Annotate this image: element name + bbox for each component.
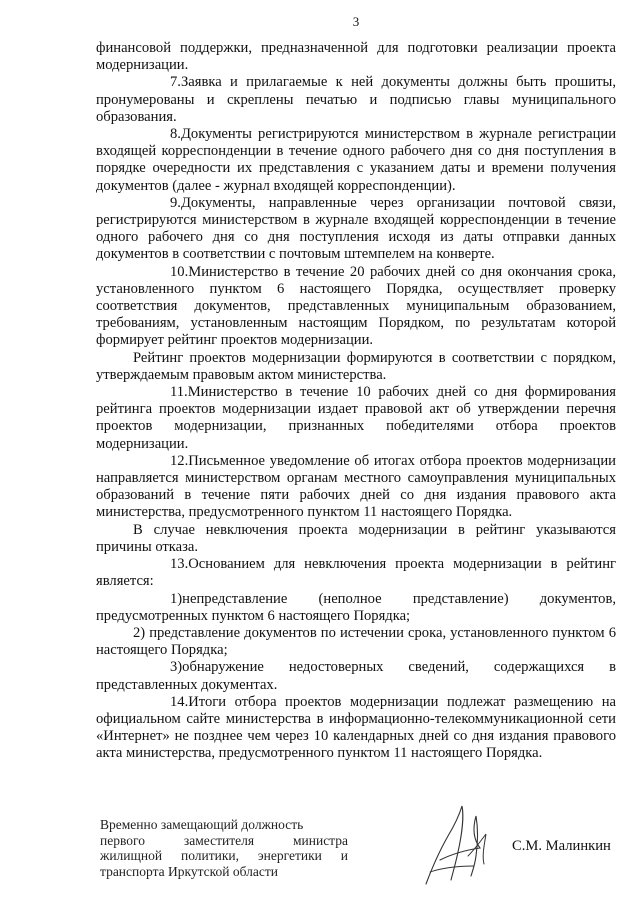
paragraph-number: 13. — [170, 556, 189, 573]
paragraph-number: 12. — [170, 452, 189, 469]
signatory-position — [100, 817, 348, 879]
paragraph-number: 9. — [170, 194, 181, 211]
paragraph-text: Документы регистрируются министерством в журнале регистрации входящей корреспонденции в течение одного рабочего дня со дня поступления в порядке очередности их представления с указанием даты и времени получения документов (далее - журнал входящей корреспонденции). — [96, 126, 616, 194]
paragraph-number: 14. — [170, 693, 189, 710]
paragraph-refusal-note — [96, 522, 616, 556]
paragraph-text: Итоги отбора проектов модернизации подлежат размещению на официальном сайте министерства в информационно-телекоммуникационной сети «Интернет» не позднее чем через 10 календарных дней со дня издания правового акта министерства, предусмотренного пунктом 11 настоящего Порядка. — [96, 693, 616, 762]
paragraph-item-7 — [96, 74, 616, 126]
paragraph-number: 7. — [170, 74, 181, 91]
paragraph-subitem-3 — [96, 659, 616, 693]
paragraph-number: 10. — [170, 263, 189, 280]
paragraph-text: Рейтинг проектов модернизации формируются в соответствии с порядком, утверждаемым правовым актом министерства. — [96, 349, 616, 383]
handwritten-signature — [418, 798, 498, 890]
paragraph-item-13 — [96, 556, 616, 590]
position-line: жилищной политики, энергетики и — [100, 848, 348, 863]
position-line: Временно замещающий должность — [100, 817, 304, 832]
paragraph-text: финансовой поддержки, предназначенной для подготовки реализации проекта модернизации. — [96, 40, 616, 74]
document-body — [96, 40, 616, 763]
paragraph-subitem-1 — [96, 591, 616, 625]
page-number: 3 — [352, 14, 360, 29]
paragraph-text: Основанием для невключения проекта модернизации в рейтинг является: — [96, 556, 616, 590]
paragraph-continuation — [96, 40, 616, 74]
paragraph-text: 2) представление документов по истечении срока, установленного пунктом 6 настоящего Порядка; — [96, 624, 616, 659]
paragraph-text: Министерство в течение 20 рабочих дней со дня окончания срока, установленного пунктом 6 настоящего Порядка, осуществляет проверку соответствия документов, представленных муниципальным образованием, требованиям, установленным настоящим Порядком, по результатам которой формирует рейтинг проектов модернизации. — [96, 263, 616, 349]
paragraph-item-14 — [96, 694, 616, 763]
paragraph-number: 8. — [170, 126, 181, 143]
paragraph-number: 3) — [170, 659, 183, 676]
position-line: транспорта Иркутской области — [100, 863, 279, 879]
paragraph-item-9 — [96, 195, 616, 264]
paragraph-item-11 — [96, 384, 616, 453]
paragraph-rating-note — [96, 350, 616, 384]
paragraph-item-12 — [96, 453, 616, 522]
signer-name: С.М. Малинкин — [512, 838, 611, 854]
paragraph-text: Документы, направленные через организации почтовой связи, регистрируются министерством в журнале входящей корреспонденции в течение одного рабочего дня со дня поступления исходя из даты отправки данных документов в соответствии с почтовым штемпелем на конверте. — [96, 194, 616, 263]
paragraph-text: Заявка и прилагаемые к ней документы должны быть прошиты, пронумерованы и скреплены печатью и подписью главы муниципального образования. — [96, 74, 616, 125]
paragraph-number: 1) — [170, 590, 183, 607]
paragraph-subitem-2 — [96, 625, 616, 659]
position-line: первого заместителя министра — [100, 832, 348, 848]
paragraph-number: 11. — [170, 384, 188, 401]
paragraph-text: обнаружение недостоверных сведений, содержащихся в представленных документах. — [96, 659, 616, 693]
paragraph-text: Министерство в течение 10 рабочих дней со дня формирования рейтинга проектов модернизации издает правовой акт об утверждении перечня проектов модернизации, признанных победителями отбора проектов модернизации. — [96, 384, 616, 452]
paragraph-item-10 — [96, 264, 616, 350]
paragraph-text: В случае невключения проекта модернизации в рейтинг указываются причины отказа. — [96, 521, 616, 555]
paragraph-text: Письменное уведомление об итогах отбора проектов модернизации направляется министерством органам местного самоуправления муниципальных образований в течение пяти рабочих дней со дня издания правового акта министерства, предусмотренного пунктом 11 настоящего Порядка. — [96, 452, 616, 521]
paragraph-item-8 — [96, 126, 616, 195]
paragraph-text: непредставление (неполное представление) документов, предусмотренных пунктом 6 настоящего Порядка; — [96, 590, 616, 624]
